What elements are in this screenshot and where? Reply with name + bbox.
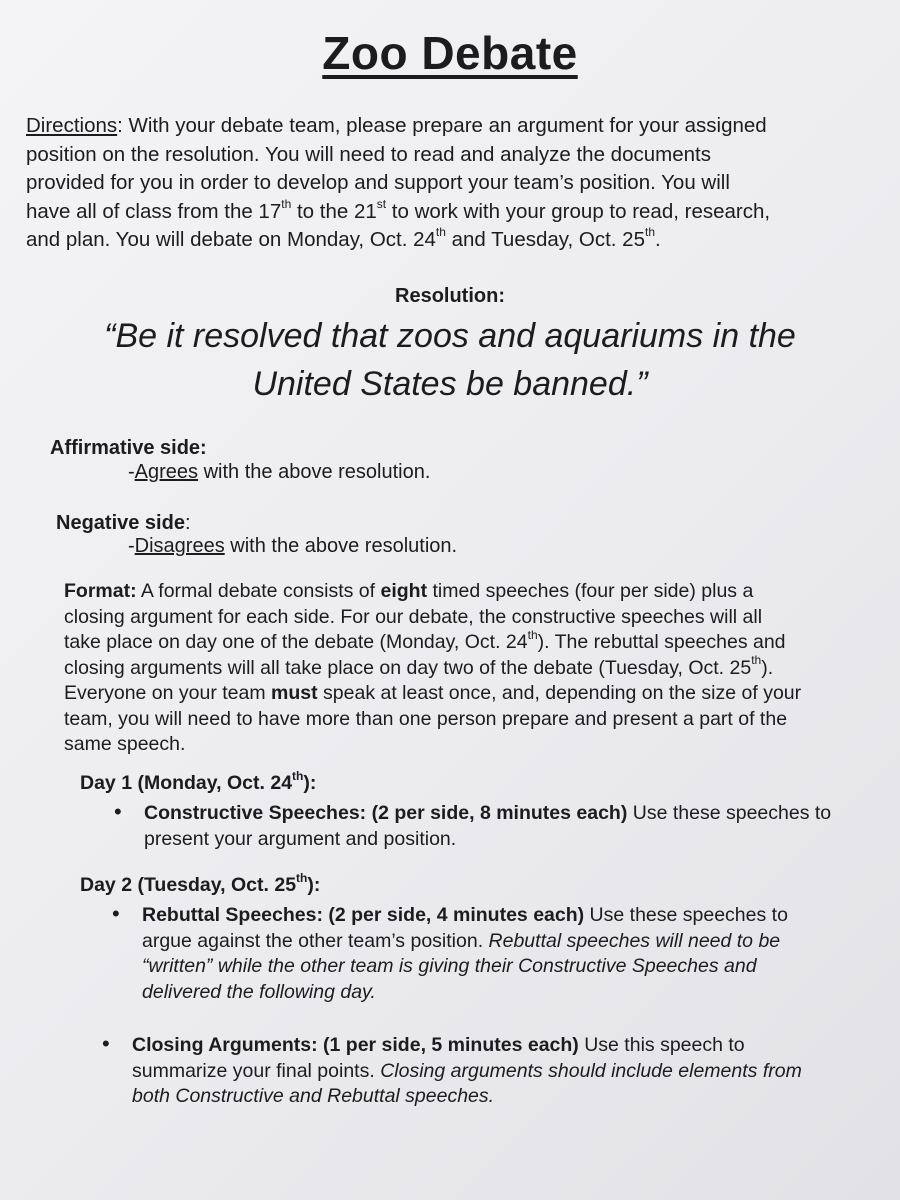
negative-description: -Disagrees with the above resolution.	[128, 535, 458, 557]
constructive-speeches-item: Constructive Speeches: (2 per side, 8 minutes each) Use these speeches to present your argument and position.	[144, 802, 832, 850]
directions-line: and plan. You will debate on Monday, Oct. 24th and Tuesday, Oct. 25th.	[26, 225, 661, 251]
bullet-icon: •	[112, 901, 120, 926]
resolution-quote: “Be it resolved that zoos and aquariums in the United States be banned.”	[104, 317, 796, 403]
bullet-icon: •	[114, 799, 122, 824]
directions-line: have all of class from the 17th to the 21st to work with your group to read, research,	[26, 196, 771, 223]
format-paragraph: Format: A formal debate consists of eight timed speeches (four per side) plus a closing argument for each side. For our debate, the constructive speeches will all take place on day one of the debate (Monday, Oct. 24th). The rebuttal speeches and closing arguments will all take place on day two of the debate (Tuesday, Oct. 25th). Everyone on your team must speak at least once, and, depending on the size of your team, you will need to have more than one person prepare and present a part of the same speech.	[64, 580, 802, 755]
directions-line: Directions: With your debate team, please prepare an argument for your assigned	[26, 114, 767, 137]
negative-heading: Negative side:	[56, 512, 191, 534]
page-title: Zoo Debate	[322, 27, 578, 79]
affirmative-description: -Agrees with the above resolution.	[128, 461, 431, 483]
day2-heading: Day 2 (Tuesday, Oct. 25th):	[80, 870, 321, 896]
directions-label: Directions	[26, 114, 118, 137]
directions-line: position on the resolution. You will need to read and analyze the documents	[26, 142, 711, 166]
bullet-icon: •	[102, 1031, 110, 1056]
affirmative-heading: Affirmative side:	[50, 437, 207, 459]
directions-line: provided for you in order to develop and support your team’s position. You will	[26, 171, 730, 194]
day1-heading: Day 1 (Monday, Oct. 24th):	[80, 768, 317, 794]
closing-arguments-item: Closing Arguments: (1 per side, 5 minutes each) Use this speech to summarize your final points. Closing arguments should include elements from both Constructive and Rebuttal speeches.	[132, 1034, 802, 1107]
directions-paragraph	[26, 112, 846, 255]
resolution-label: Resolution:	[395, 285, 505, 307]
rebuttal-speeches-item: Rebuttal Speeches: (2 per side, 4 minutes each) Use these speeches to argue against the other team’s position. Rebuttal speeches will need to be “written” while the other team is giving their Constructive Speeches and delivered the following day.	[142, 904, 788, 1003]
format-label: Format:	[64, 580, 137, 602]
